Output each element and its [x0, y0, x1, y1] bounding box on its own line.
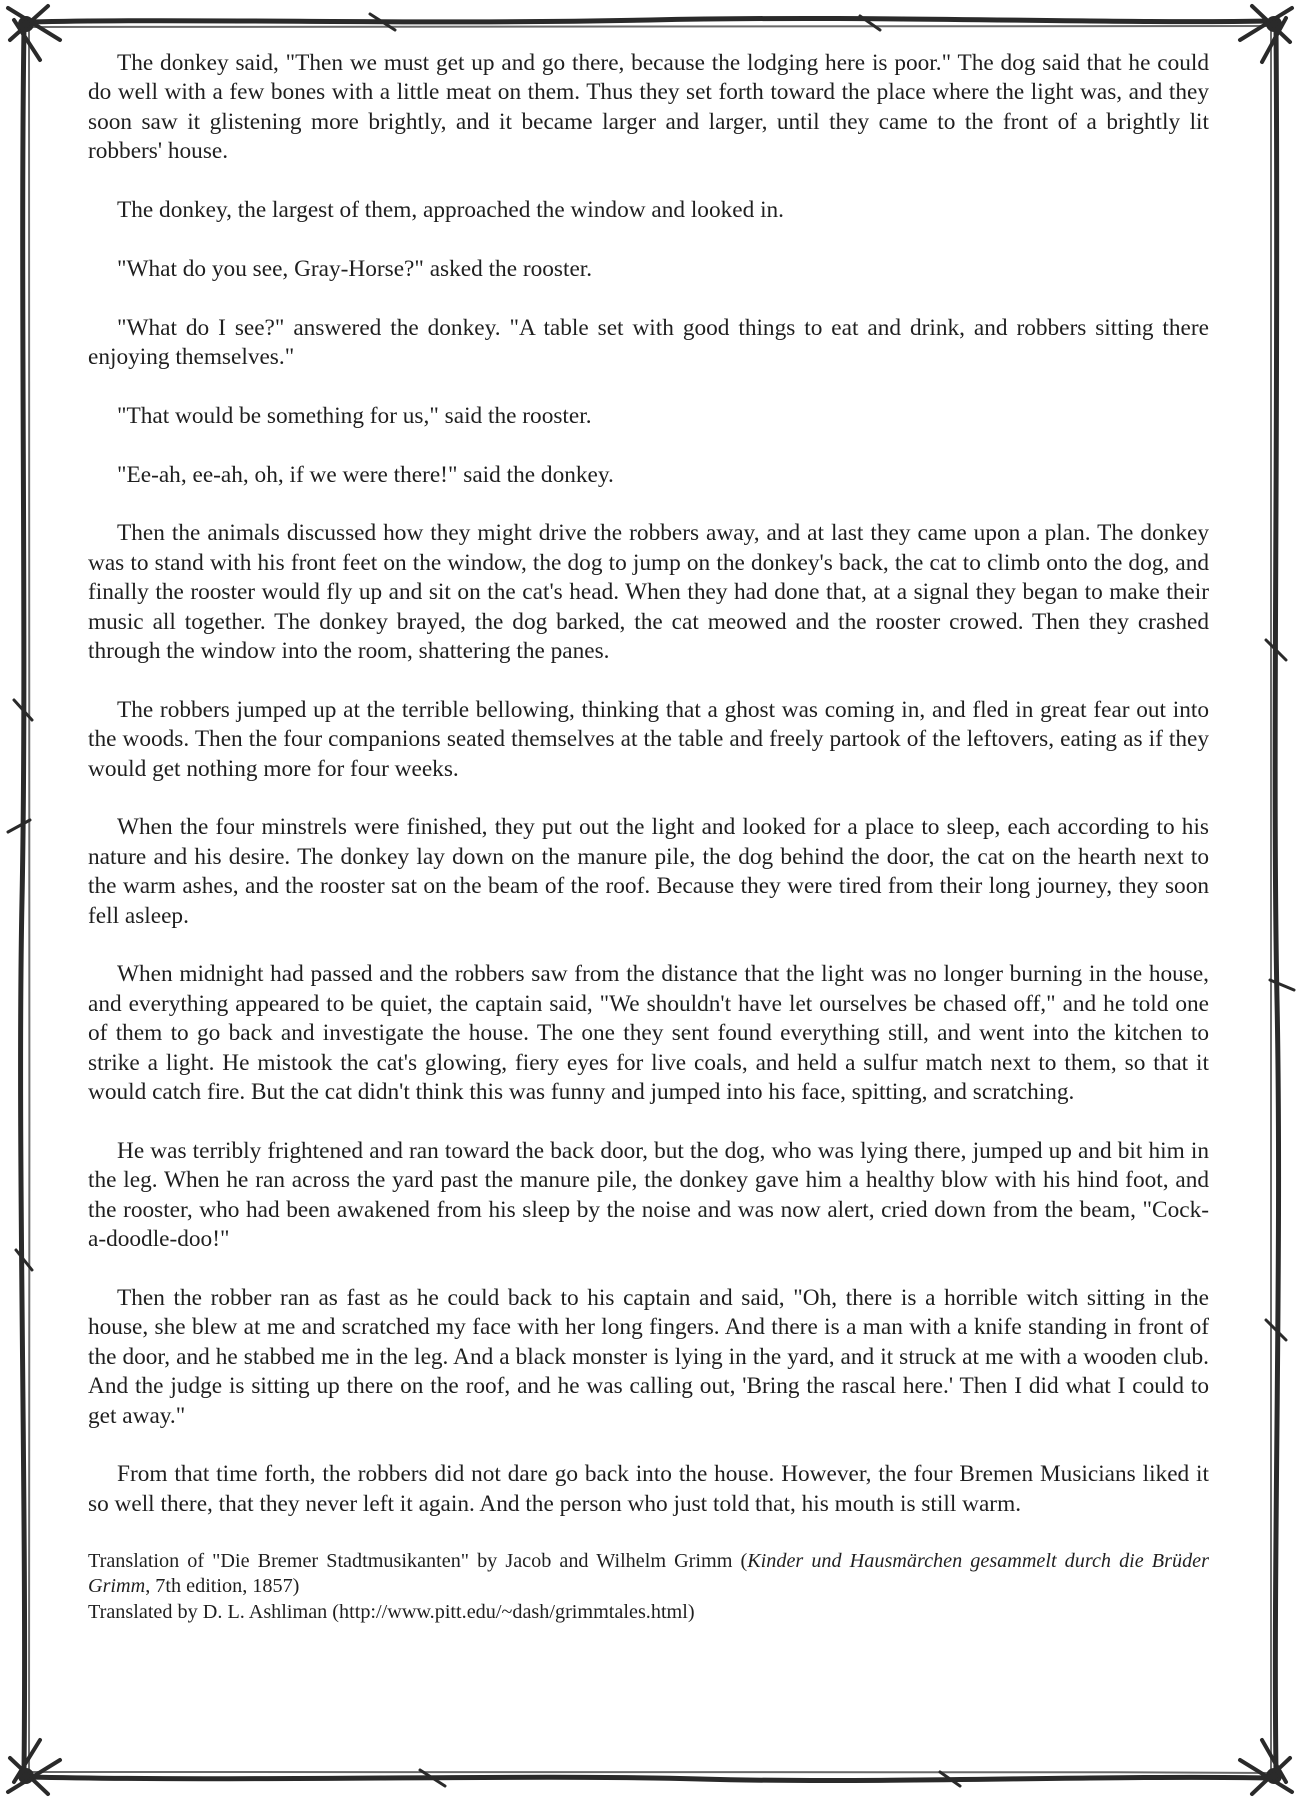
paragraph: The donkey, the largest of them, approached the window and looked in.: [117, 197, 785, 224]
paragraph: "What do you see, Gray-Horse?" asked the rooster.: [117, 255, 593, 282]
story-text: [88, 49, 1209, 1626]
paragraph: When the four minstrels were finished, they put out the light and looked for a place to sleep, each according to his nature and his desire. The donkey lay down on the manure pile, the dog behind the door, the cat on the hearth next to the warm ashes, and the rooster sat on the beam of the roof. Because they were tired from their long journey, they soon fell asleep.: [88, 814, 1209, 929]
paragraph: He was terribly frightened and ran toward the back door, but the dog, who was lying there, jumped up and bit him in the leg. When he ran across the yard past the manure pile, the donkey gave him a healthy blow with his hind foot, and the rooster, who had been awakened from his sleep by the noise and was now alert, cried down from the beam, "Cock-a-doodle-doo!": [88, 1137, 1209, 1253]
source-suffix: , 7th edition, 1857): [145, 1575, 300, 1598]
paragraph: "That would be something for us," said the rooster.: [117, 402, 592, 429]
paragraph: "Ee-ah, ee-ah, oh, if we were there!" said the donkey.: [117, 461, 614, 488]
bottom-twig: [28, 1777, 1272, 1781]
paragraph: Then the animals discussed how they might drive the robbers away, and at last they came upon a plan. The donkey was to stand with his front feet on the window, the dog to jump on the donkey's back, the cat to climb onto the dog, and finally the rooster would fly up and sit on the cat's head. When they had done that, at a signal they began to make their music all together. The donkey brayed, the dog barked, the cat meowed and the rooster crowed. Then they crashed through the window into the room, shattering the panes.: [88, 520, 1209, 665]
right-twig: [1275, 28, 1278, 1772]
translation-prefix: Translation of "Die Bremer Stadtmusikanten" by Jacob and Wilhelm Grimm (: [88, 1549, 748, 1572]
left-twig: [21, 28, 25, 1772]
corner-knot-bottom-left: [8, 1740, 60, 1794]
paragraph: The robbers jumped up at the terrible bellowing, thinking that a ghost was coming in, and fled in great fear out into the woods. Then the four companions seated themselves at the table and freely partook of the leftovers, eating as if they would get nothing more for four weeks.: [88, 696, 1209, 782]
translator-line: Translated by D. L. Ashliman (http://www.pitt.edu/~dash/grimmtales.html): [88, 1601, 695, 1624]
paragraph: The donkey said, "Then we must get up and go there, because the lodging here is poor." The dog said that he could do well with a few bones with a little meat on them. Thus they set forth toward the place where the light was, and they soon saw it glistening more brightly, and it became larger and larger, until they came to the front of a brightly lit robbers' house.: [88, 50, 1209, 165]
paragraph: "What do I see?" answered the donkey. "A table set with good things to eat and drink, and robbers sitting there enjoying themselves.": [88, 314, 1209, 371]
source-title: Kinder und Hausmärchen gesammelt durch die Brüder Grimm: [88, 1549, 1209, 1598]
translation-source-line: [88, 1549, 1209, 1601]
paragraph: When midnight had passed and the robbers saw from the distance that the light was no longer burning in the house, and everything appeared to be quiet, the captain said, "We shouldn't have let ourselves be chased off," and he told one of them to go back and investigate the house. The one they sent found everything still, and went into the kitchen to strike a light. He mistook the cat's glowing, fiery eyes for live coals, and held a sulfur match next to them, so that it would catch fire. But the cat didn't think this was funny and jumped into his face, spitting, and scratching.: [88, 961, 1209, 1106]
corner-knot-bottom-right: [1240, 1740, 1292, 1794]
top-twig: [30, 18, 1272, 22]
paragraph: Then the robber ran as fast as he could back to his captain and said, "Oh, there is a horrible witch sitting in the house, she blew at me and scratched my face with her long fingers. And there is a man with a knife standing in front of the door, and he stabbed me in the leg. And a black monster is lying in the yard, and it struck at me with a wooden club. And the judge is sitting up there on the roof, and he was calling out, 'Bring the rascal here.' Then I did what I could to get away.": [88, 1284, 1209, 1429]
corner-knot-top-right: [1240, 6, 1292, 62]
paragraph: From that time forth, the robbers did not dare go back into the house. However, the four Bremen Musicians liked it so well there, that they never left it again. And the person who just told that, his mouth is still warm.: [88, 1461, 1209, 1517]
corner-knot-top-left: [8, 6, 60, 60]
source-credits: [88, 1549, 1209, 1626]
